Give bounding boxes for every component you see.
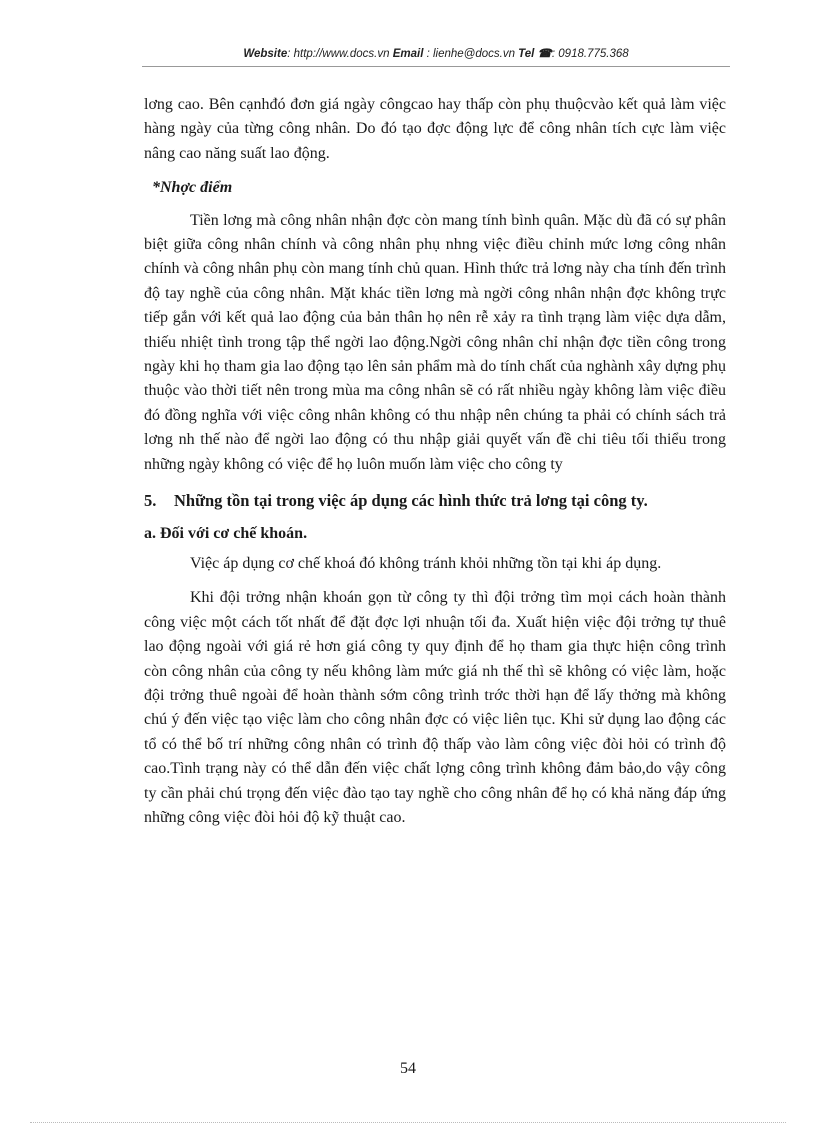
section-5-heading	[144, 489, 726, 513]
document-body	[144, 93, 726, 830]
website-label: Website	[243, 48, 288, 60]
website-url[interactable]: : http://www.docs.vn	[287, 48, 393, 60]
tel-number: : 0918.775.368	[551, 48, 629, 60]
tel-label: Tel ☎	[518, 48, 552, 60]
page-number: 54	[400, 1060, 416, 1077]
paragraph-2: Tiền lơng mà công nhân nhận đợc còn mang tính bình quân. Mặc dù đã có sự phân biệt giữa công nhân chính và công nhân phụ nhng việc điều chỉnh mức lơng công nhân chính và công nhân phụ còn mang tính chủ quan. Hình thức trả lơng này cha tính đến trình độ tay nghề của công nhân. Mặt khác tiền lơng mà ngời công nhân nhận đợc không trực tiếp gắn với kết quả lao động của bản thân họ nên rễ xảy ra tình trạng làm việc dựa dẫm, thiếu nhiệt tình trong tập thể ngời lao động.Ngời công nhân chỉ nhận đợc tiền công trong ngày khi họ tham gia lao động tạo lên sản phẩm mà do tính chất của nghành xây dựng phụ thuộc vào thời tiết nên trong mùa ma công nhân sẽ có rất nhiều ngày không làm việc điều đó đồng nghĩa với việc công nhân không có thu nhập nên chúng ta phải có chính sách trả lơng nh thế nào để ngời lao động có thu nhập giải quyết vấn đề chi tiêu tối thiểu trong những ngày không có việc để họ luôn muốn làm việc cho công ty	[144, 211, 726, 473]
subsection-a-heading: a. Đối với cơ chế khoán.	[144, 524, 308, 542]
disadvantage-heading: *Nhợc điểm	[152, 179, 233, 197]
paragraph-1: lơng cao. Bên cạnhđó đơn giá ngày côngcao hay thấp còn phụ thuộcvào kết quả làm việc hàng ngày của từng công nhân. Do đó tạo đợc động lực để công nhân tích cực làm việc nâng cao năng suất lao động.	[144, 96, 726, 162]
section-number: 5.	[144, 491, 157, 511]
page-header	[142, 46, 730, 60]
paragraph-4: Khi đội trởng nhận khoán gọn từ công ty thì đội trởng tìm mọi cách hoàn thành công việc một cách tốt nhất để đặt đợc lợi nhuận tối đa. Xuất hiện việc đội trởng tự thuê lao động ngoài với giá rẻ hơn giá công ty quy định để họ tham gia thực hiện công trình còn công nhân của công ty nếu không làm mức giá nh thế thì sẽ không có việc làm, hoặc đội trởng thuê ngoài để hoàn thành sớm công trình trớc thời hạn để lấy thởng mà không chú ý đến việc tạo việc làm cho công nhân đợc có việc liên tục. Khi sử dụng lao động các tổ có thể bố trí những công nhân có trình độ thấp vào làm công việc đòi hỏi có trình độ cao.Tình trạng này có thể dẫn đến việc chất lợng công trình không đảm bảo,do vậy công ty cần phải chú trọng đến việc đào tạo tay nghề cho công nhân để họ có khả năng đáp ứng những công việc đòi hỏi độ kỹ thuật cao.	[144, 589, 726, 826]
paragraph-3: Việc áp dụng cơ chế khoá đó không tránh khỏi những tồn tại khi áp dụng.	[190, 554, 662, 572]
email-label: Email	[392, 48, 424, 60]
email-address[interactable]: : lienhe@docs.vn	[423, 48, 519, 60]
paragraph-spacer	[144, 576, 726, 586]
header-divider	[142, 66, 730, 67]
section-title: Những tồn tại trong việc áp dụng các hình thức trả lơng tại công ty.	[174, 491, 648, 511]
